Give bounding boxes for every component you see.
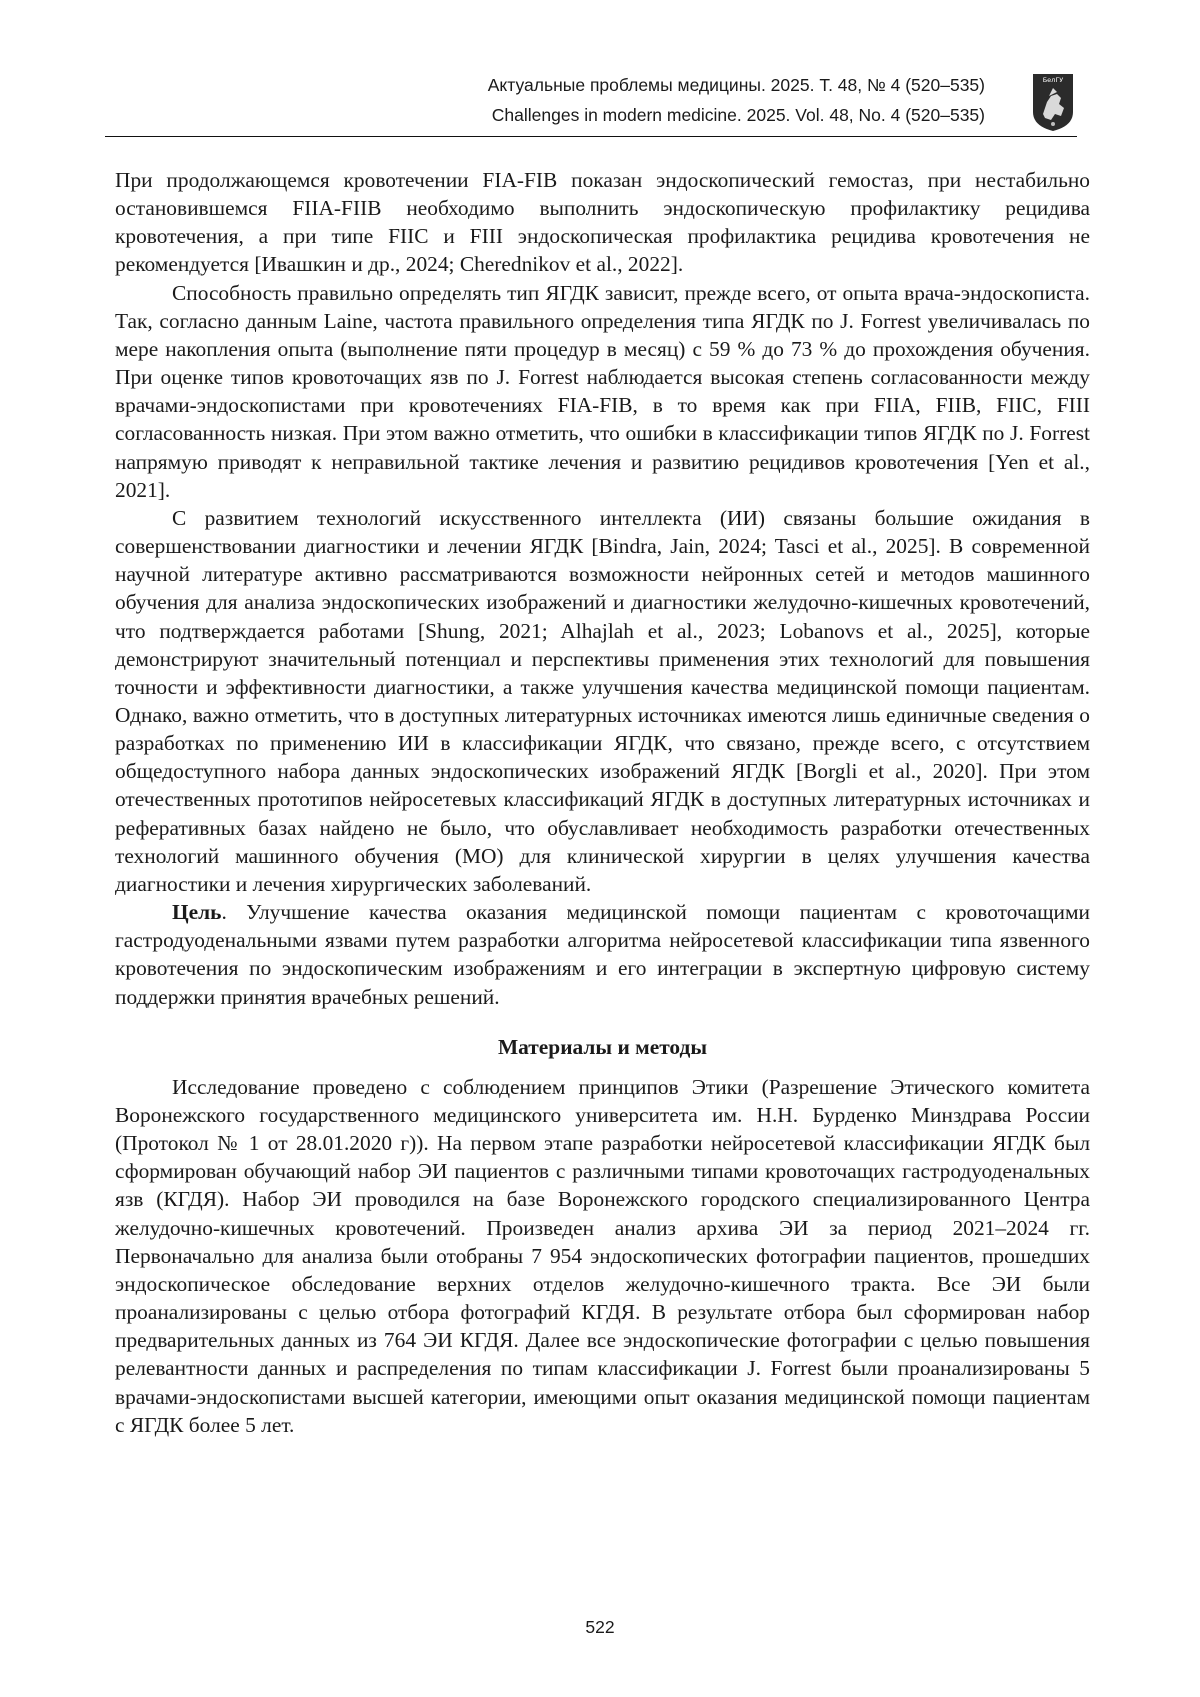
- journal-citation: [488, 70, 985, 130]
- page-number: 522: [585, 1617, 615, 1637]
- header-divider: [105, 136, 1077, 137]
- section-heading-methods: Материалы и методы: [497, 1034, 708, 1059]
- journal-citation-en: Challenges in modern medicine. 2025. Vol. 48, No. 4 (520–535): [491, 105, 985, 125]
- logo-text: БелГУ: [1042, 76, 1064, 84]
- aim-text: . Улучшение качества оказания медицинской помощи пациентам с кровоточащими гастродуоденальными язвами путем разработки алгоритма нейросетевой классификации типа язвенного кровотечения по эндоскопическим изображениям и его интеграции в экспертную цифровую систему поддержки принятия врачебных решений.: [115, 900, 1090, 1009]
- university-crest-icon: [1031, 74, 1075, 132]
- paragraph-3: С развитием технологий искусственного интеллекта (ИИ) связаны большие ожидания в совершенствовании диагностики и лечении ЯГДК [Bindra, Jain, 2024; Tasci et al., 2025]. В современной научной литературе активно рассматриваются возможности нейронных сетей и методов машинного обучения для анализа эндоскопических изображений и диагностики желудочно-кишечных кровотечений, что подтверждается работами [Shung, 2021; Alhajlah et al., 2023; Lobanovs et al., 2025], которые демонстрируют значительный потенциал и перспективы применения этих технологий для повышения точности и эффективности диагностики, а также улучшения качества медицинской помощи пациентам. Однако, важно отметить, что в доступных литературных источниках имеются лишь единичные сведения о разработках по применению ИИ в классификации ЯГДК, что связано, прежде всего, с отсутствием общедоступного набора данных эндоскопических изображений ЯГДК [Borgli et al., 2020]. При этом отечественных прототипов нейросетевых классификаций ЯГДК в доступных литературных источниках и реферативных базах найдено не было, что обуславливает необходимость разработки отечественных технологий машинного обучения (МО) для клинической хирургии в целях улучшения качества диагностики и лечения хирургических заболеваний.: [115, 505, 1090, 896]
- page-header: [105, 70, 1075, 142]
- article-body: [115, 166, 1090, 1439]
- paragraph-methods: Исследование проведено с соблюдением принципов Этики (Разрешение Этического комитета Воронежского государственного медицинского университета им. Н.Н. Бурденко Минздрава России (Протокол № 1 от 28.01.2020 г)). На первом этапе разработки нейросетевой классификации ЯГДК был сформирован обучающий набор ЭИ пациентов с различными типами кровоточащих гастродуоденальных язв (КГДЯ). Набор ЭИ проводился на базе Воронежского городского специализированного Центра желудочно-кишечных кровотечений. Произведен анализ архива ЭИ за период 2021–2024 гг. Первоначально для анализа были отобраны 7 954 эндоскопических фотографии пациентов, прошедших эндоскопическое обследование верхних отделов желудочно-кишечного тракта. Все ЭИ были проанализированы с целью отбора фотографий КГДЯ. В результате отбора был сформирован набор предварительных данных из 764 ЭИ КГДЯ. Далее все эндоскопические фотографии с целью повышения релевантности данных и распределения по типам классификации J. Forrest были проанализированы 5 врачами-эндоскопистами высшей категории, имеющими опыт оказания медицинской помощи пациентам с ЯГДК более 5 лет.: [115, 1074, 1090, 1437]
- paragraph-aim: [115, 898, 1090, 1011]
- journal-citation-ru: Актуальные проблемы медицины. 2025. Т. 48, № 4 (520–535): [487, 75, 985, 95]
- paragraph-2: Способность правильно определять тип ЯГДК зависит, прежде всего, от опыта врача-эндоскописта. Так, согласно данным Laine, частота правильного определения типа ЯГДК по J. Forrest увеличивалась по мере накопления опыта (выполнение пяти процедур в месяц) с 59 % до 73 % до прохождения обучения. При оценке типов кровоточащих язв по J. Forrest наблюдается высокая степень согласованности между врачами-эндоскопистами при кровотечениях FIA-FIB, в то время как при FIIA, FIIB, FIIC, FIII согласованность низкая. При этом важно отметить, что ошибки в классификации типов ЯГДК по J. Forrest напрямую приводят к неправильной тактике лечения и развитию рецидивов кровотечения [Yen et al., 2021].: [115, 280, 1090, 502]
- aim-label: Цель: [172, 900, 222, 925]
- paragraph-1: При продолжающемся кровотечении FIA-FIB показан эндоскопический гемостаз, при нестабильно остановившемся FIIA-FIIB необходимо выполнить эндоскопическую профилактику рецидива кровотечения, а при типе FIIC и FIII эндоскопическая профилактика рецидива кровотечения не рекомендуется [Ивашкин и др., 2024; Cherednikov et al., 2022].: [115, 168, 1090, 277]
